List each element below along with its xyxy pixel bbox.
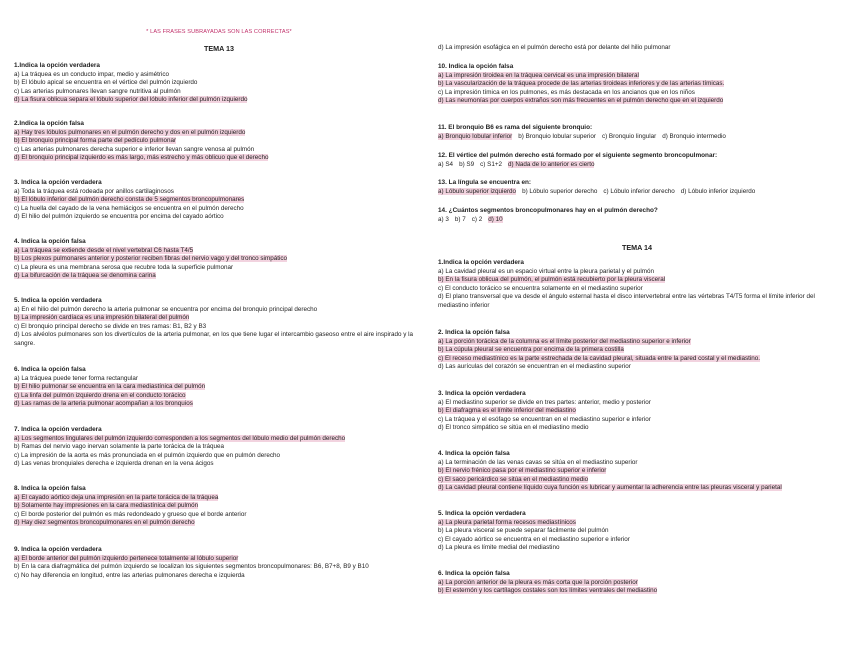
- answer-option: [438, 338, 836, 347]
- answer-option-text: c) La huella del cayado de la vena hemiácigos se encuentra en el pulmón derecho: [14, 204, 244, 212]
- question-title: 1.Indica la opción verdadera: [14, 62, 100, 69]
- answer-option-text: a) La terminación de las venas cavas se sitúa en el mediastino superior: [438, 458, 638, 466]
- answer-option: [438, 536, 836, 545]
- question-block: [438, 450, 836, 493]
- answer-option: [14, 494, 424, 503]
- answer-option-text: b) En la cara diafragmática del pulmón izquierdo se localizan los siguientes segmentos broncopulmonares: B6, B7+8, B9 y B10: [14, 563, 369, 571]
- answer-option: [14, 323, 424, 332]
- answer-option-correct: b) El esternón y los cartílagos costales son los límites ventrales del mediastino: [438, 587, 658, 595]
- answer-option-text: b) S9: [459, 160, 475, 168]
- answer-option-text: b) Ramas del nervio vago inervan solamente la parte torácica de la tráquea: [14, 443, 225, 451]
- answer-option: [438, 579, 836, 588]
- answer-option-correct: d) Las ramas de la arteria pulmonar acompañan a los bronquios: [14, 400, 193, 408]
- question-block: [438, 207, 836, 224]
- answer-option: [14, 502, 424, 511]
- answer-option: [14, 306, 424, 315]
- question-title: 2. Indica la opción falsa: [438, 329, 510, 336]
- answer-option-correct: a) El borde anterior del pulmón izquierdo pertenece totalmente al lóbulo superior: [14, 554, 239, 562]
- answer-option: [438, 416, 836, 425]
- answer-option: [14, 213, 424, 222]
- answer-option: [14, 519, 424, 528]
- question-block: [14, 297, 424, 349]
- answer-option: [438, 80, 836, 89]
- answer-option-correct: b) El lóbulo inferior del pulmón derecho consta de 5 segmentos broncopulmonares: [14, 196, 245, 204]
- answer-option-text: d) Los alvéolos pulmonares son los divertículos de la arteria pulmonar, en los que tiene lugar el intercambio gaseoso entre el aire inspirado y la sangre.: [14, 331, 414, 348]
- answer-option-correct: b) En la fisura oblicua del pulmón, el pulmón está recubierto por la pleura visceral: [438, 276, 666, 284]
- answer-option: [438, 467, 836, 476]
- question-block: [438, 259, 836, 311]
- answer-option-correct: b) Solamente hay impresiones en la cara mediastínica del pulmón: [14, 502, 199, 510]
- answer-option-text: c) La tráquea y el esófago se encuentran en el mediastino superior e inferior: [438, 415, 651, 423]
- answer-option-correct: a) La pleura parietal forma recesos mediastínicos: [438, 518, 576, 526]
- answer-option-correct: b) La cúpula pleural se encuentra por encima de la primera costilla: [438, 346, 624, 354]
- answer-option-text: d) Las aurículas del corazón se encuentran en el mediastino superior: [438, 363, 631, 371]
- answer-option-correct: d) Nada de lo anterior es cierto: [508, 160, 595, 168]
- tema-13-title: TEMA 13: [203, 44, 235, 53]
- answer-option: [438, 346, 836, 355]
- answer-option-text: c) Bronquio lingular: [601, 132, 657, 140]
- answer-option-text: b) El lóbulo apical se encuentra en el vértice del pulmón izquierdo: [14, 79, 198, 87]
- answer-option-correct: d) La fisura oblicua separa el lóbulo superior del lóbulo inferior del pulmón izquierdo: [14, 96, 248, 104]
- answer-option: [438, 89, 836, 98]
- answer-option-correct: c) La linfa del pulmón izquierdo drena en el conducto torácico: [14, 391, 186, 399]
- question-title: 7. Indica la opción verdadera: [14, 426, 102, 433]
- answer-option-correct: b) La vascularización de la tráquea procede de las arterias tiroideas inferiores y de las arterias tímicas.: [438, 80, 725, 88]
- answer-option: [14, 555, 424, 564]
- answer-option: [438, 72, 836, 81]
- answer-options-row: [438, 188, 836, 197]
- answer-option-text: d) Las venas bronquiales derecha e izquierda drenan en la vena ácigos: [14, 460, 214, 468]
- answer-option-text: b) Lóbulo superior derecho: [522, 187, 598, 195]
- answer-option-text: b) 7: [454, 215, 466, 223]
- answer-option-correct: a) La impresión tiroidea en la tráquea cervical es una impresión bilateral: [438, 71, 639, 79]
- answer-option-correct: b) El hilio pulmonar se encuentra en la cara mediastínica del pulmón: [14, 383, 206, 391]
- answer-option-text: d) Bronquio intermedio: [662, 132, 726, 140]
- answer-option-text: c) El bronquio principal derecho se divide en tres ramas: B1, B2 y B3: [14, 322, 207, 330]
- answer-option: [14, 129, 424, 138]
- question-block: [438, 570, 836, 596]
- answer-option-text: c) El conducto torácico se encuentra solamente en el mediastino superior: [438, 284, 643, 292]
- question-title: 4. Indica la opción falsa: [14, 238, 86, 245]
- question-block: [14, 366, 424, 409]
- question-block: [14, 238, 424, 281]
- answer-option: [14, 205, 424, 214]
- answer-option-text: c) El borde posterior del pulmón es más redondeado y grueso que el borde anterior: [14, 510, 247, 518]
- answer-option-correct: a) Hay tres lóbulos pulmonares en el pulmón derecho y dos en el pulmón izquierdo: [14, 128, 246, 136]
- answer-option-text: d) El hilio del pulmón izquierdo se encuentra por encima del cayado aórtico: [14, 213, 224, 221]
- question-title: 5. Indica la opción verdadera: [14, 297, 102, 304]
- question-title: 8. Indica la opción falsa: [14, 485, 86, 492]
- answer-option-text: c) La impresión tímica en los pulmones, es más destacada en los ancianos que en los niños: [438, 88, 695, 96]
- answer-option: [14, 392, 424, 401]
- answer-option-correct: d) Las neumonías por cuerpos extraños son más frecuentes en el pulmón derecho que en el izquierdo: [438, 97, 724, 105]
- question-block: [14, 120, 424, 163]
- answer-option: [438, 519, 836, 528]
- answer-option-text: a) Toda la tráquea está rodeada por anillos cartilaginosos: [14, 187, 174, 195]
- answer-option-correct: c) El receso mediastínico es la parte estrechada de la cavidad pleural, situada entre la pared costal y el mediastino.: [438, 354, 761, 362]
- answer-option: [438, 363, 836, 372]
- question-title: 6. Indica la opción falsa: [14, 366, 86, 373]
- question-block: [438, 44, 836, 53]
- answer-option-correct: b) La impresión cardíaca es una impresión bilateral del pulmón: [14, 314, 190, 322]
- answer-option-correct: b) Los plexos pulmonares anterior y posterior reciben fibras del nervio vago y del tronco simpático: [14, 255, 288, 263]
- answer-option: [438, 97, 836, 106]
- answer-option: [438, 355, 836, 364]
- answer-option: [14, 255, 424, 264]
- question-title: 3. Indica la opción verdadera: [438, 390, 526, 397]
- answer-option: [14, 443, 424, 452]
- answer-option-text: a) La tráquea es un conducto impar, medio y asimétrico: [14, 70, 170, 78]
- answer-option-correct: b) El nervio frénico pasa por el mediastino superior e inferior: [438, 467, 607, 475]
- answer-option-text: c) 2: [471, 215, 483, 223]
- answer-option-text: d) El plano transversal que va desde el ángulo esternal hasta el disco intervertebral entre las vértebras T4/T5 forma el límite inferior del mediastino inferior: [438, 293, 815, 310]
- answer-option-correct: a) Bronquio lobular inferior: [438, 132, 513, 140]
- answer-option-text: d) La pleura es límite medial del mediastino: [438, 544, 560, 552]
- question-title: 3. Indica la opción verdadera: [14, 179, 102, 186]
- answer-option: [14, 511, 424, 520]
- question-block: [438, 152, 836, 169]
- answer-options-row: [438, 216, 836, 225]
- answer-option: [14, 375, 424, 384]
- answer-option: [438, 285, 836, 294]
- answer-option: [438, 544, 836, 553]
- answer-option: [438, 293, 836, 311]
- answer-option: [438, 399, 836, 408]
- answer-option-text: a) S4: [438, 160, 454, 168]
- answer-option-correct: d) La bifurcación de la tráquea se denomina carina: [14, 272, 156, 280]
- question-title: 12. El vértice del pulmón derecho está formado por el siguiente segmento broncopulmonar:: [438, 152, 718, 159]
- answer-option-correct: b) El bronquio principal forma parte del pedículo pulmonar: [14, 137, 177, 145]
- answer-option-text: a) 3: [438, 215, 449, 223]
- answer-option: [14, 137, 424, 146]
- answer-option-text: c) La impresión de la aorta es más pronunciada en el pulmón izquierdo que en pulmón derecho: [14, 451, 281, 459]
- header-note: * LAS FRASES SUBRAYADAS SON LAS CORRECTAS*: [146, 29, 292, 35]
- answer-option-correct: d) Hay diez segmentos broncopulmonares en el pulmón derecho: [14, 519, 195, 527]
- answer-option: [438, 276, 836, 285]
- answer-option: [14, 96, 424, 105]
- answer-option-correct: a) La porción anterior de la pleura es más corta que la porción posterior: [438, 578, 638, 586]
- question-block: [438, 510, 836, 553]
- question-block: [438, 329, 836, 372]
- answer-option-correct: a) La tráquea se extiende desde el nivel vertebral C6 hasta T4/5: [14, 246, 194, 254]
- answer-option-text: c) El cayado aórtico se encuentra en el mediastino superior e inferior: [438, 535, 630, 543]
- answer-option: [14, 154, 424, 163]
- answer-option-correct: a) Los segmentos lingulares del pulmón izquierdo corresponden a los segmentos del lóbulo medio del pulmón derecho: [14, 434, 346, 442]
- answer-option: [438, 459, 836, 468]
- question-block: [14, 485, 424, 528]
- answer-option-text: c) La pleura es una membrana serosa que recubre toda la superficie pulmonar: [14, 263, 234, 271]
- question-block: [14, 179, 424, 222]
- answer-option-text: c) Las arterias pulmonares llevan sangre nutritiva al pulmón: [14, 87, 181, 95]
- answer-option: [14, 146, 424, 155]
- answer-option: [14, 460, 424, 469]
- question-title: 10. Indica la opción falsa: [438, 63, 514, 70]
- answer-option: [14, 247, 424, 256]
- question-block: [438, 124, 836, 141]
- answer-option: [14, 314, 424, 323]
- question-title: 1.Indica la opción verdadera: [438, 259, 524, 266]
- answer-option: [14, 272, 424, 281]
- answer-option-correct: a) Lóbulo superior izquierdo: [438, 187, 517, 195]
- answer-option: [14, 79, 424, 88]
- answer-option-text: a) La cavidad pleural es un espacio virtual entre la pleura parietal y el pulmón: [438, 267, 654, 275]
- answer-option: [14, 88, 424, 97]
- answer-option: [14, 196, 424, 205]
- question-block: [438, 63, 836, 106]
- answer-option-correct: c) El saco pericárdico se sitúa en el mediastino medio: [438, 475, 589, 483]
- question-title: 13. La língula se encuentra en:: [438, 179, 532, 186]
- answer-option-correct: d) 10: [488, 215, 503, 223]
- answer-option-text: d) El tronco simpático se sitúa en el mediastino medio: [438, 424, 589, 432]
- answer-option-text: c) Lóbulo inferior derecho: [603, 187, 675, 195]
- answer-option: [438, 407, 836, 416]
- answer-option-text: a) El mediastino superior se divide en tres partes: anterior, medio y posterior: [438, 398, 651, 406]
- question-block: [438, 179, 836, 196]
- answer-option: [14, 331, 424, 349]
- question-block: [438, 390, 836, 433]
- question-title: 5. Indica la opción verdadera: [438, 510, 526, 517]
- answer-option-text: c) S1+2: [480, 160, 503, 168]
- question-block: [14, 62, 424, 105]
- answer-option: [14, 400, 424, 409]
- question-title: 9. Indica la opción verdadera: [14, 546, 102, 553]
- answer-option: [14, 452, 424, 461]
- answer-option: [438, 484, 836, 493]
- answer-option: [14, 188, 424, 197]
- question-title: 2.Indica la opción falsa: [14, 120, 84, 127]
- answer-option-correct: a) La porción torácica de la columna es el límite posterior del mediastino superior e inferior: [438, 337, 691, 345]
- answer-option-correct: b) El diafragma es el límite inferior del mediastino: [438, 407, 576, 415]
- answer-option-text: d) Lóbulo inferior izquierdo: [680, 187, 756, 195]
- answer-option: [438, 44, 836, 53]
- answer-option-text: a) En el hilio del pulmón derecho la arteria pulmonar se encuentra por encima del bronquio principal derecho: [14, 305, 318, 313]
- question-title: 6. Indica la opción falsa: [438, 570, 510, 577]
- answer-option: [438, 587, 836, 596]
- answer-option: [438, 268, 836, 277]
- answer-option: [438, 476, 836, 485]
- answer-option: [14, 71, 424, 80]
- question-block: [14, 426, 424, 469]
- answer-option: [14, 383, 424, 392]
- answer-options-row: [438, 161, 836, 170]
- answer-option: [438, 527, 836, 536]
- answer-option-text: c) Las arterias pulmonares derecha superior e inferior llevan sangre venosa al pulmón: [14, 145, 255, 153]
- answer-option: [14, 435, 424, 444]
- question-title: 11. El bronquio B6 es rama del siguiente bronquio:: [438, 124, 593, 131]
- question-title: 4. Indica la opción falsa: [438, 450, 510, 457]
- answer-option-correct: d) El bronquio principal izquierdo es más largo, más estrecho y más oblicuo que el derecho: [14, 154, 269, 162]
- answer-option: [14, 264, 424, 273]
- answer-option-text: a) La tráquea puede tener forma rectangular: [14, 374, 138, 382]
- question-title: 14. ¿Cuántos segmentos broncopulmonares hay en el pulmón derecho?: [438, 207, 658, 214]
- answer-option: [438, 424, 836, 433]
- answer-option-text: d) La impresión esofágica en el pulmón derecho está por delante del hilio pulmonar: [438, 44, 671, 51]
- answer-option: [14, 563, 424, 572]
- answer-option-correct: d) La cavidad pleural contiene líquido cuya función es lubricar y aumentar la adherencia entre las pleuras visceral y parietal: [438, 484, 782, 492]
- answer-options-row: [438, 133, 836, 142]
- answer-option-text: b) Bronquio lobular superior: [518, 132, 596, 140]
- answer-option-text: c) No hay diferencia en longitud, entre las arterias pulmonares derecha e izquierda: [14, 571, 245, 579]
- answer-option-correct: a) El cayado aórtico deja una impresión en la parte torácica de la tráquea: [14, 493, 219, 501]
- question-block: [14, 546, 424, 581]
- answer-option-text: b) La pleura visceral se puede separar fácilmente del pulmón: [438, 527, 609, 535]
- answer-option: [14, 572, 424, 581]
- tema-14-title: TEMA 14: [621, 243, 653, 252]
